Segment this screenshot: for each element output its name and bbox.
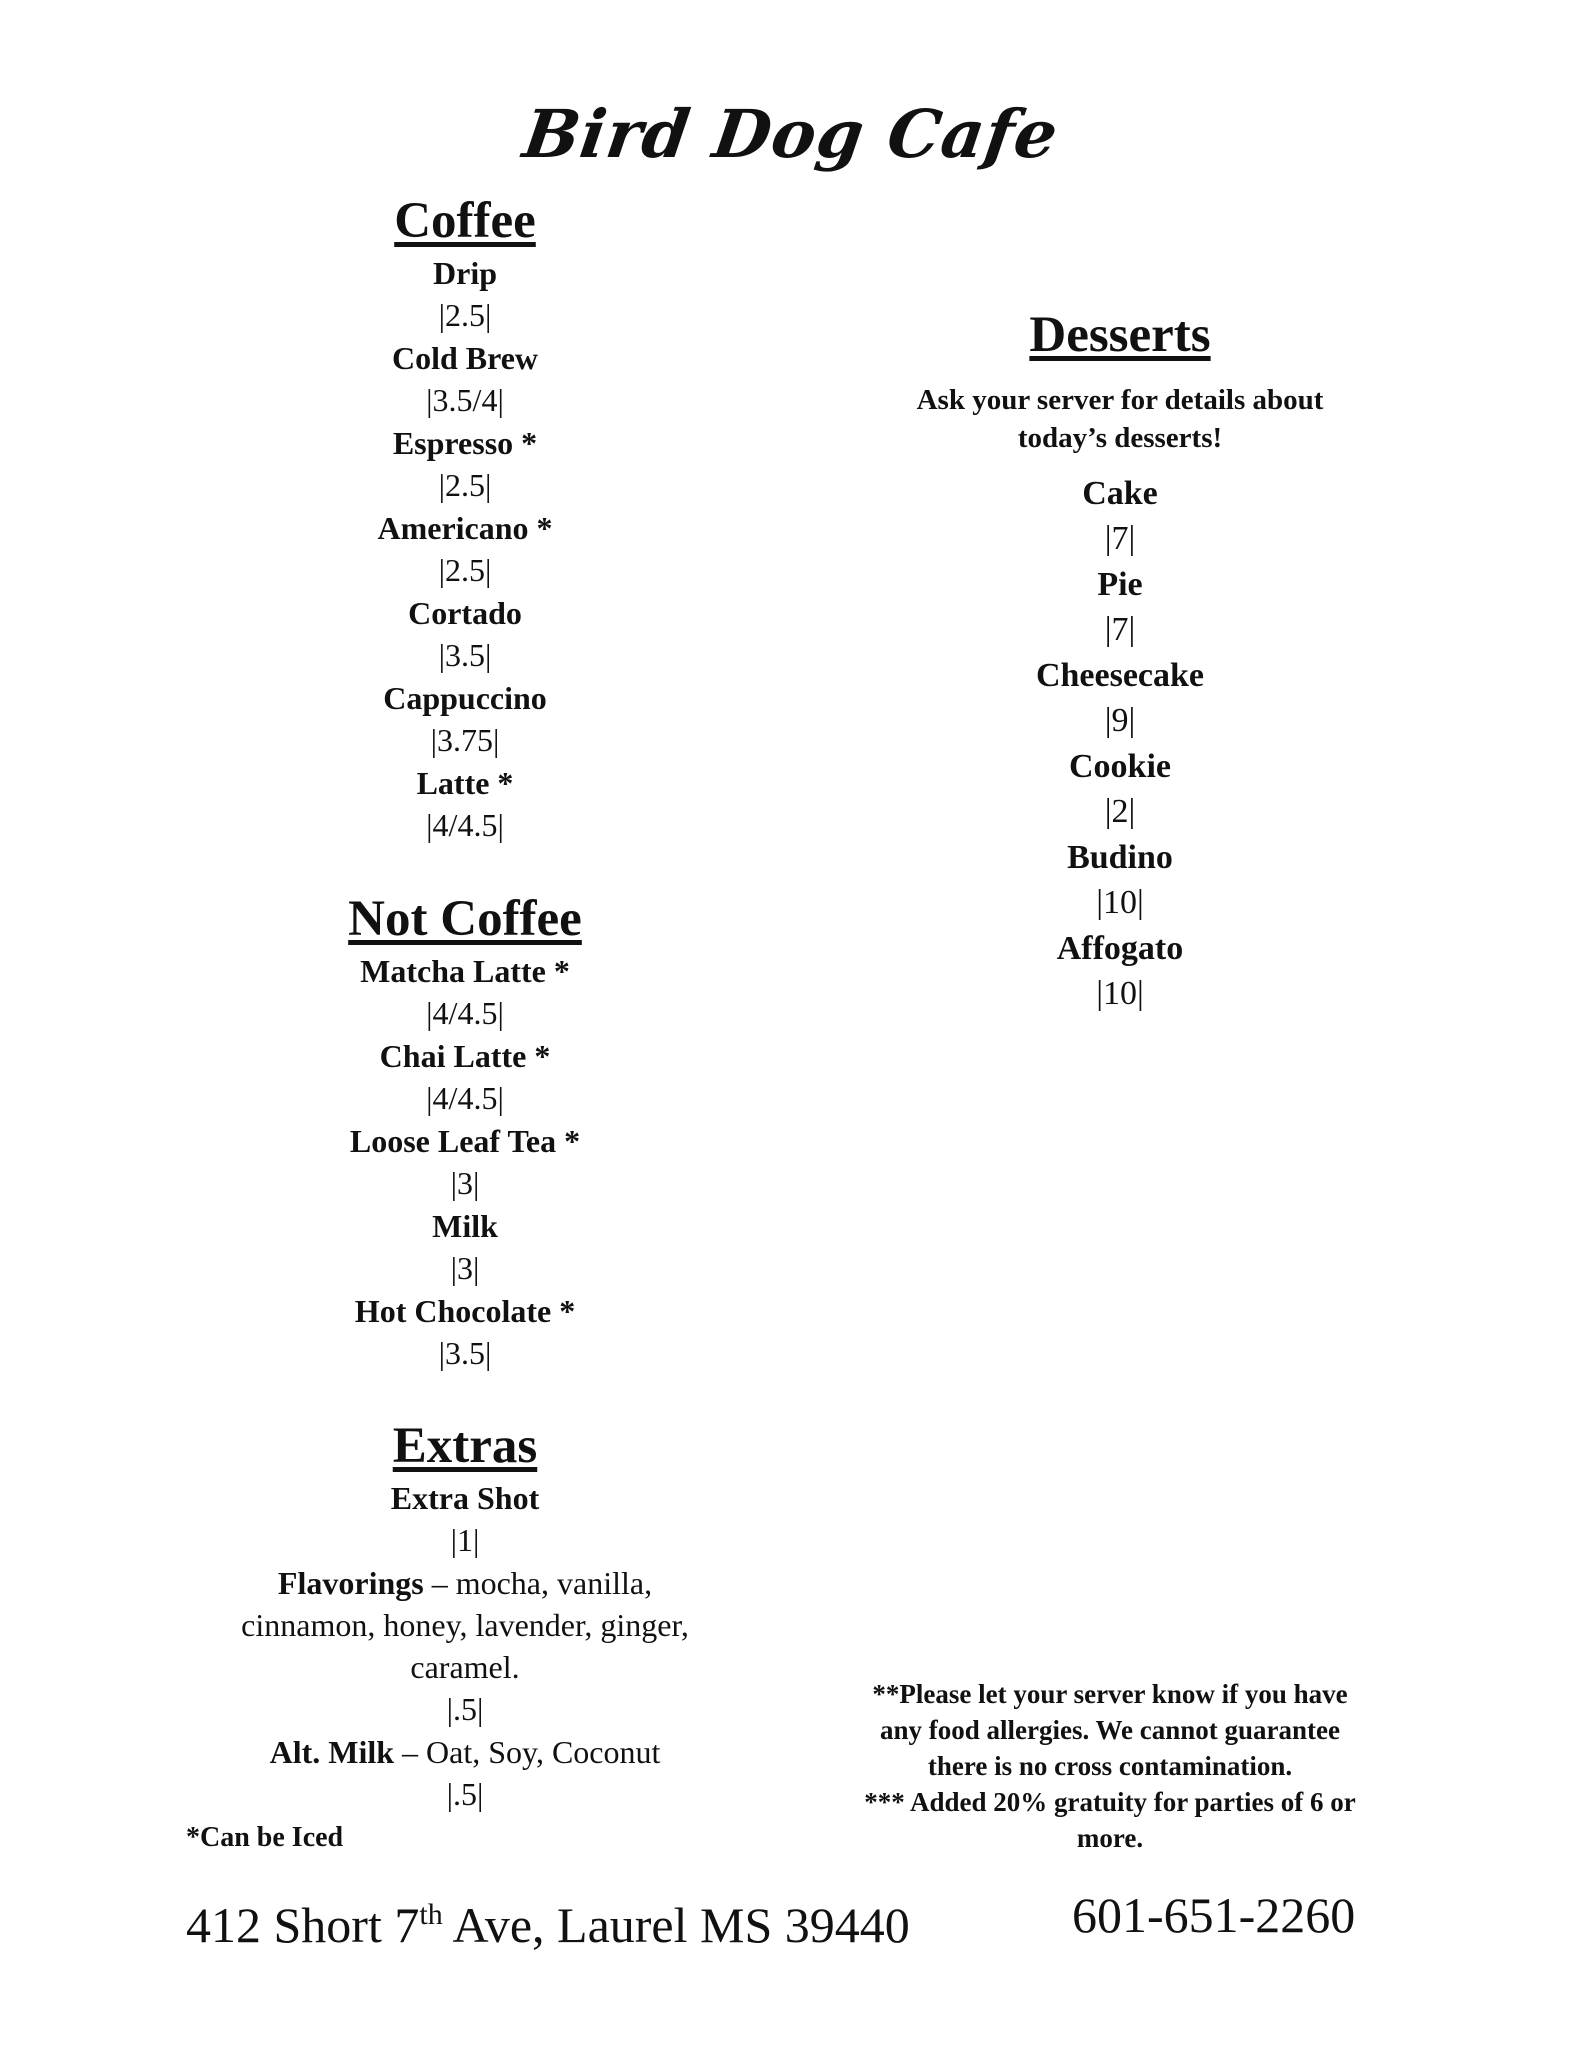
menu-item-chai-latte [190,1035,740,1120]
menu-item-name: Drip [433,255,497,291]
dessert-price: |10| [1096,884,1144,921]
menu-item-matcha-latte [190,950,740,1035]
footer-phone: 601-651-2260 [1072,1887,1356,1943]
menu-item-cold-brew [190,337,740,422]
menu-item-name: Cortado [408,595,522,631]
flavorings-line [190,1562,740,1604]
flavorings-detail-line: cinnamon, honey, lavender, ginger, [241,1607,689,1643]
menu-item-name: Matcha Latte * [360,953,570,989]
extras-section [190,1415,740,1816]
menu-item-name: Extra Shot [390,1480,540,1516]
menu-item-name: Espresso * [392,425,538,461]
menu-item-name: Cappuccino [383,680,547,716]
dessert-item-cheesecake [840,653,1400,744]
dessert-name: Affogato [1056,930,1184,967]
dessert-price: |10| [1096,975,1144,1012]
dessert-item-budino [840,835,1400,926]
menu-item-price: |1| [450,1522,480,1558]
menu-item-name: Americano * [377,510,553,546]
menu-item-cortado [190,592,740,677]
menu-item-loose-leaf-tea [190,1120,740,1205]
not-coffee-heading: Not Coffee [348,891,582,947]
dessert-price: |7| [1104,520,1136,557]
extras-heading: Extras [392,1418,538,1474]
menu-item-price: |2.5| [438,297,492,333]
allergy-notice [820,1676,1400,1856]
alt-milk-name: Alt. Milk [269,1734,395,1770]
iced-note: *Can be Iced [186,1822,344,1853]
menu-item-americano [190,507,740,592]
menu-item-flavorings [190,1562,740,1731]
menu-item-name: Chai Latte * [379,1038,551,1074]
dessert-item-pie [840,562,1400,653]
menu-item-price: |.5| [446,1776,484,1812]
flavorings-name: Flavorings [277,1565,424,1601]
menu-item-milk [190,1205,740,1290]
dessert-name: Pie [1097,566,1143,603]
menu-item-name: Loose Leaf Tea * [349,1123,581,1159]
footer-address [186,1885,910,1955]
dessert-item-cake [840,471,1400,562]
dessert-price: |7| [1104,611,1136,648]
desserts-description [840,381,1400,457]
dessert-name: Budino [1067,839,1173,876]
alt-milk-detail: – Oat, Soy, Coconut [394,1734,661,1770]
menu-item-price: |2.5| [438,467,492,503]
dessert-item-affogato [840,926,1400,1017]
gratuity-notice-line: more. [1076,1823,1144,1853]
not-coffee-section [190,888,740,1375]
desserts-section [840,304,1400,1017]
menu-item-price: |3| [450,1250,480,1286]
menu-item-name: Milk [432,1208,498,1244]
desserts-description-line: today’s desserts! [1017,422,1223,454]
menu-item-price: |3.5| [438,637,492,673]
dessert-price: |9| [1104,702,1136,739]
menu-item-price: |3| [450,1165,480,1201]
allergy-notice-line: there is no cross contamination. [927,1751,1293,1781]
allergy-notice-line: any food allergies. We cannot guarantee [880,1715,1340,1745]
gratuity-notice-line: *** Added 20% gratuity for parties of 6 or [864,1787,1356,1817]
dessert-item-cookie [840,744,1400,835]
menu-item-price: |3.75| [430,722,500,758]
menu-item-hot-chocolate [190,1290,740,1375]
address-start: 412 Short 7 [186,1897,420,1953]
dessert-price: |2| [1104,793,1136,830]
menu-item-name: Latte * [416,765,514,801]
cafe-title: Bird Dog Cafe [518,95,1064,173]
alt-milk-line [190,1731,740,1773]
menu-item-price: |4/4.5| [426,1080,504,1116]
menu-item-alt-milk [190,1731,740,1816]
desserts-heading: Desserts [1029,307,1211,363]
menu-item-cappuccino [190,677,740,762]
menu-item-price: |4/4.5| [426,995,504,1031]
menu-item-latte [190,762,740,847]
menu-item-name: Hot Chocolate * [354,1293,576,1329]
address-end: Ave, Laurel MS 39440 [442,1897,910,1953]
menu-item-price: |3.5/4| [426,382,504,418]
allergy-notice-line: **Please let your server know if you have [872,1679,1348,1709]
flavorings-detail-line: caramel. [410,1649,520,1685]
flavorings-detail: – mocha, vanilla, [423,1565,653,1601]
desserts-description-line: Ask your server for details about [916,384,1324,416]
menu-item-espresso [190,422,740,507]
menu-item-price: |3.5| [438,1335,492,1371]
address-ordinal: th [419,1898,443,1931]
coffee-heading: Coffee [394,193,536,249]
dessert-name: Cheesecake [1035,657,1205,694]
coffee-section [190,190,740,847]
menu-item-extra-shot [190,1477,740,1562]
dessert-name: Cookie [1069,748,1171,785]
menu-item-price: |4/4.5| [426,807,504,843]
dessert-name: Cake [1082,475,1158,512]
menu-item-drip [190,252,740,337]
menu-item-price: |2.5| [438,552,492,588]
menu-item-price: |.5| [446,1691,484,1727]
menu-item-name: Cold Brew [391,340,539,376]
